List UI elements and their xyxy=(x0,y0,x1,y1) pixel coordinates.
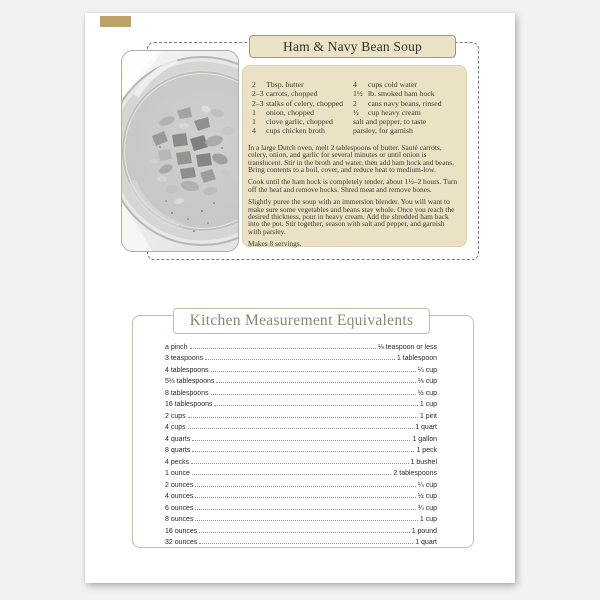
ingredients-panel xyxy=(242,65,467,247)
ingredient-row xyxy=(353,117,460,126)
measure-to: 2 tablespoons xyxy=(393,470,437,477)
dot-leader xyxy=(192,440,410,441)
servings-note: Makes 8 servings. xyxy=(248,239,302,249)
measure-from: 4 cups xyxy=(165,424,186,431)
dot-leader xyxy=(205,359,395,360)
dot-leader xyxy=(191,463,408,464)
ingredient-item: stalks of celery, chopped xyxy=(266,98,344,108)
ingredient-row xyxy=(252,80,353,89)
measure-to: 1 pint xyxy=(419,412,437,420)
measurement-row xyxy=(165,455,437,467)
ingredient-qty: 2 xyxy=(252,80,256,89)
ingredient-row xyxy=(252,108,353,117)
measure-to: 1 bushel xyxy=(410,458,437,466)
ingredient-item: Tbsp. butter xyxy=(266,80,304,89)
ingredient-item: lb. smoked ham hock xyxy=(368,89,435,99)
measure-from: 2 cups xyxy=(165,412,186,420)
measure-to: ¼ cup xyxy=(417,481,437,489)
ingredient-item: salt and pepper, to taste xyxy=(353,117,427,127)
measurement-row xyxy=(165,513,437,525)
ingredient-row xyxy=(353,108,460,117)
dot-leader xyxy=(216,382,415,383)
measure-to: 1 tablespoon xyxy=(396,355,437,362)
measure-from: 8 tablespoons xyxy=(165,389,209,397)
ingredient-row xyxy=(353,89,460,98)
measurement-row xyxy=(165,524,437,536)
measure-from: 4 ounces xyxy=(165,493,194,500)
ingredient-item: carrots, chopped xyxy=(266,89,318,99)
measure-from: 16 ounces xyxy=(165,527,198,535)
ingredients-column-left xyxy=(252,80,353,136)
measurement-row xyxy=(165,386,437,398)
dot-leader xyxy=(190,348,376,349)
ingredient-row xyxy=(353,126,460,135)
dot-leader xyxy=(195,520,417,521)
measure-to: 1 quart xyxy=(415,539,437,546)
measure-to: 1 pound xyxy=(411,527,437,535)
ingredient-qty: 2–3 xyxy=(252,89,264,99)
measure-to: 1 cup xyxy=(419,401,437,408)
measurement-row xyxy=(165,501,437,513)
ingredient-item: cups cold water xyxy=(368,80,417,89)
measurement-row xyxy=(165,363,437,375)
ingredient-qty: 1 xyxy=(252,107,256,117)
ingredient-qty: 2–3 xyxy=(252,98,264,108)
soup-photo xyxy=(121,50,239,252)
measure-to: 1 gallon xyxy=(412,435,437,443)
measure-from: 5⅓ tablespoons xyxy=(165,378,215,385)
measure-to: ⅓ cup xyxy=(417,378,437,385)
ingredient-qty: 4 xyxy=(252,126,256,136)
measure-from: 4 quarts xyxy=(165,435,191,443)
ingredient-row xyxy=(252,117,353,126)
dot-leader xyxy=(211,394,416,395)
instruction-paragraph: Cook until the ham hock is completely tender, about 1½–2 hours. Turn off the heat and remove hocks. Shred meat and remove bones. xyxy=(248,177,458,194)
measure-from: 3 teaspoons xyxy=(165,355,204,362)
ingredient-item: clove garlic, chopped xyxy=(266,117,333,127)
measurements-title: Kitchen Measurement Equivalents xyxy=(189,312,414,329)
ingredient-item: cans navy beans, rinsed xyxy=(368,98,442,108)
recipe-title: Ham & Navy Bean Soup xyxy=(283,38,422,54)
measure-to: 1 quart xyxy=(415,424,437,431)
measure-to: ½ cup xyxy=(417,493,437,500)
measure-from: 8 ounces xyxy=(165,516,194,523)
measure-from: a pinch xyxy=(165,343,188,351)
ingredient-item: cups chicken broth xyxy=(266,126,325,136)
soup-photo-image xyxy=(122,51,238,251)
measurement-row xyxy=(165,467,437,479)
measurement-row xyxy=(165,421,437,433)
measurement-row xyxy=(165,444,437,456)
measurement-row xyxy=(165,340,437,352)
ingredient-qty: 2 xyxy=(353,98,357,108)
ingredient-qty: 1 xyxy=(252,117,256,127)
recipe-page xyxy=(85,13,515,583)
measurement-row xyxy=(165,398,437,410)
ingredient-row xyxy=(252,89,353,98)
measure-from: 32 ounces xyxy=(165,539,198,546)
dot-leader xyxy=(192,451,414,452)
ingredient-qty: ½ xyxy=(353,107,359,117)
ingredient-row xyxy=(353,99,460,108)
ingredient-item: cup heavy cream xyxy=(368,107,421,117)
measurement-row xyxy=(165,490,437,502)
ingredient-item: parsley, for garnish xyxy=(353,126,413,136)
ingredients-list xyxy=(252,80,460,136)
measurement-row xyxy=(165,409,437,421)
measurement-row xyxy=(165,375,437,387)
measurement-row xyxy=(165,536,437,548)
ingredient-qty: 4 xyxy=(353,80,357,89)
measure-to: ¼ cup xyxy=(417,366,437,374)
measurement-row xyxy=(165,432,437,444)
dot-leader xyxy=(195,509,416,510)
instruction-paragraph: In a large Dutch oven, melt 2 tablespoons of butter. Sauté carrots, celery, onion, and garlic for several minutes or until onion is translucent. Stir in the broth and water, then add ham hock and beans. Bring contents to a boil, cover, and reduce heat to medium-low. xyxy=(248,142,454,174)
measurement-row xyxy=(165,352,437,364)
measure-from: 6 ounces xyxy=(165,504,194,512)
bookmark-tab xyxy=(100,16,131,27)
measure-to: 1 cup xyxy=(419,516,437,523)
dot-leader xyxy=(188,428,414,429)
dot-leader xyxy=(195,486,416,487)
measurements-table xyxy=(165,340,437,547)
ingredient-row xyxy=(252,126,353,135)
measure-from: 1 ounce xyxy=(165,470,190,477)
ingredient-row xyxy=(353,80,460,89)
dot-leader xyxy=(199,532,409,533)
measure-to: 1 peck xyxy=(416,447,437,454)
ingredients-column-right xyxy=(353,80,460,136)
measure-to: ⅛ teaspoon or less xyxy=(377,343,437,351)
measure-to: ¾ cup xyxy=(417,504,437,512)
dot-leader xyxy=(188,417,418,418)
measurement-row xyxy=(165,478,437,490)
measure-from: 4 pecks xyxy=(165,458,190,466)
dot-leader xyxy=(214,405,417,406)
dot-leader xyxy=(211,371,416,372)
dot-leader xyxy=(192,474,391,475)
ingredient-qty: 1½ xyxy=(353,89,363,99)
measurements-title-box xyxy=(173,308,430,334)
recipe-title-box xyxy=(249,35,456,58)
measure-from: 16 tablespoons xyxy=(165,401,213,408)
ingredient-row xyxy=(252,99,353,108)
ingredient-item: onion, chopped xyxy=(266,107,315,117)
instructions xyxy=(248,144,458,248)
measure-from: 8 quarts xyxy=(165,447,191,454)
instruction-paragraph: Slightly puree the soup with an immersion blender. You will want to make sure some vegetables and beans stay whole. Once you reach the desired thickness, pour in heavy cream. Add the shredded ham back into the pot. Stir together, season with salt and pepper, and garnish with parsley. xyxy=(248,197,455,236)
dot-leader xyxy=(195,497,416,498)
measure-from: 4 tablespoons xyxy=(165,366,209,374)
measure-from: 2 ounces xyxy=(165,481,194,489)
measure-to: ½ cup xyxy=(417,389,437,397)
dot-leader xyxy=(199,543,413,544)
